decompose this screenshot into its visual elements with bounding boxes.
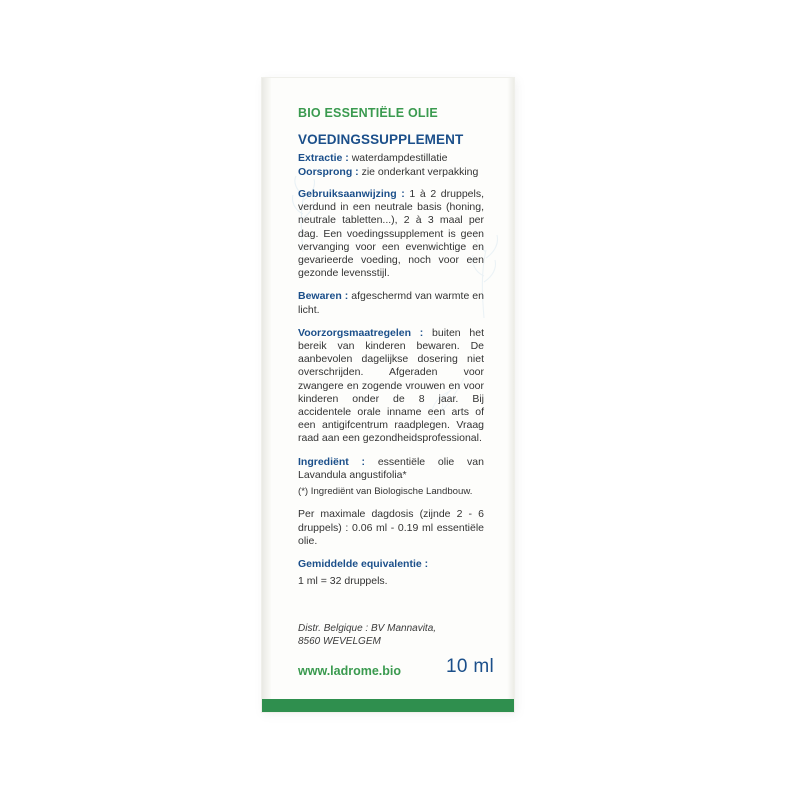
product-box (262, 78, 514, 712)
origin-label: Oorsprong : (298, 166, 359, 178)
usage-text: 1 à 2 druppels, verdund in een neutrale basis (honing, neutrale tabletten...), 2 à 3 maal per dag. Een voedingssupplement is geen vervanging voor een evenwichtige en gevarieerde voeding, noch voor een gezonde levensstijl. (298, 188, 485, 280)
equivalence-label: Gemiddelde equivalentie : (298, 558, 429, 571)
equivalence-value: 1 ml = 32 druppels. (298, 575, 388, 588)
distributor-block (298, 623, 498, 648)
origin-line (298, 166, 484, 179)
ingredient-paragraph (298, 456, 484, 482)
storage-text: afgeschermd van warmte en licht. (298, 290, 484, 316)
equivalence-paragraph (298, 558, 484, 571)
footer-row (298, 656, 498, 678)
label-footer (298, 623, 498, 678)
origin-value: zie onderkant verpakking (361, 166, 479, 178)
website-text: www.ladrome.bio (298, 664, 402, 678)
spacer (298, 180, 484, 188)
ingredient-text: essentiële olie van Lavandula angustifolia* (298, 455, 484, 481)
precautions-text: buiten het bereik van kinderen bewaren. De aanbevolen dagelijkse dosering niet overschrijden. Afgeraden voor zwangere en zogende vrouwen en voor kinderen onder de 8 jaar. Bij accidentele orale inname een arts of een antigifcentrum raadplegen. Vraag raad aan een gezondheidsprofessional. (298, 326, 484, 445)
product-category-heading: BIO ESSENTIËLE OLIE (298, 106, 438, 120)
storage-paragraph (298, 290, 484, 316)
ingredient-note: (*) Ingrediënt van Biologische Landbouw. (298, 486, 473, 498)
distributor-line-2: 8560 WEVELGEM (298, 635, 381, 647)
extraction-label: Extractie : (298, 152, 349, 164)
precautions-paragraph (298, 327, 484, 446)
precautions-label: Voorzorgsmaatregelen : (298, 326, 424, 339)
volume-text: 10 ml (446, 656, 494, 677)
usage-paragraph (298, 188, 484, 280)
supplement-heading: VOEDINGSSUPPLEMENT (298, 132, 464, 147)
extraction-line (298, 152, 484, 165)
extraction-value: waterdampdestillatie (351, 152, 448, 164)
box-right-edge (507, 78, 514, 712)
dosage-paragraph: Per maximale dagdosis (zijnde 2 - 6 druppels) : 0.06 ml - 0.19 ml essentiële olie. (298, 508, 484, 547)
box-bottom-green-band (262, 699, 514, 712)
distributor-line-1: Distr. Belgique : BV Mannavita, (298, 623, 437, 634)
label-content (298, 106, 484, 598)
box-left-edge (262, 78, 271, 712)
ingredient-label: Ingrediënt : (298, 455, 366, 468)
usage-label: Gebruiksaanwijzing : (298, 188, 405, 200)
storage-label: Bewaren : (298, 290, 349, 303)
